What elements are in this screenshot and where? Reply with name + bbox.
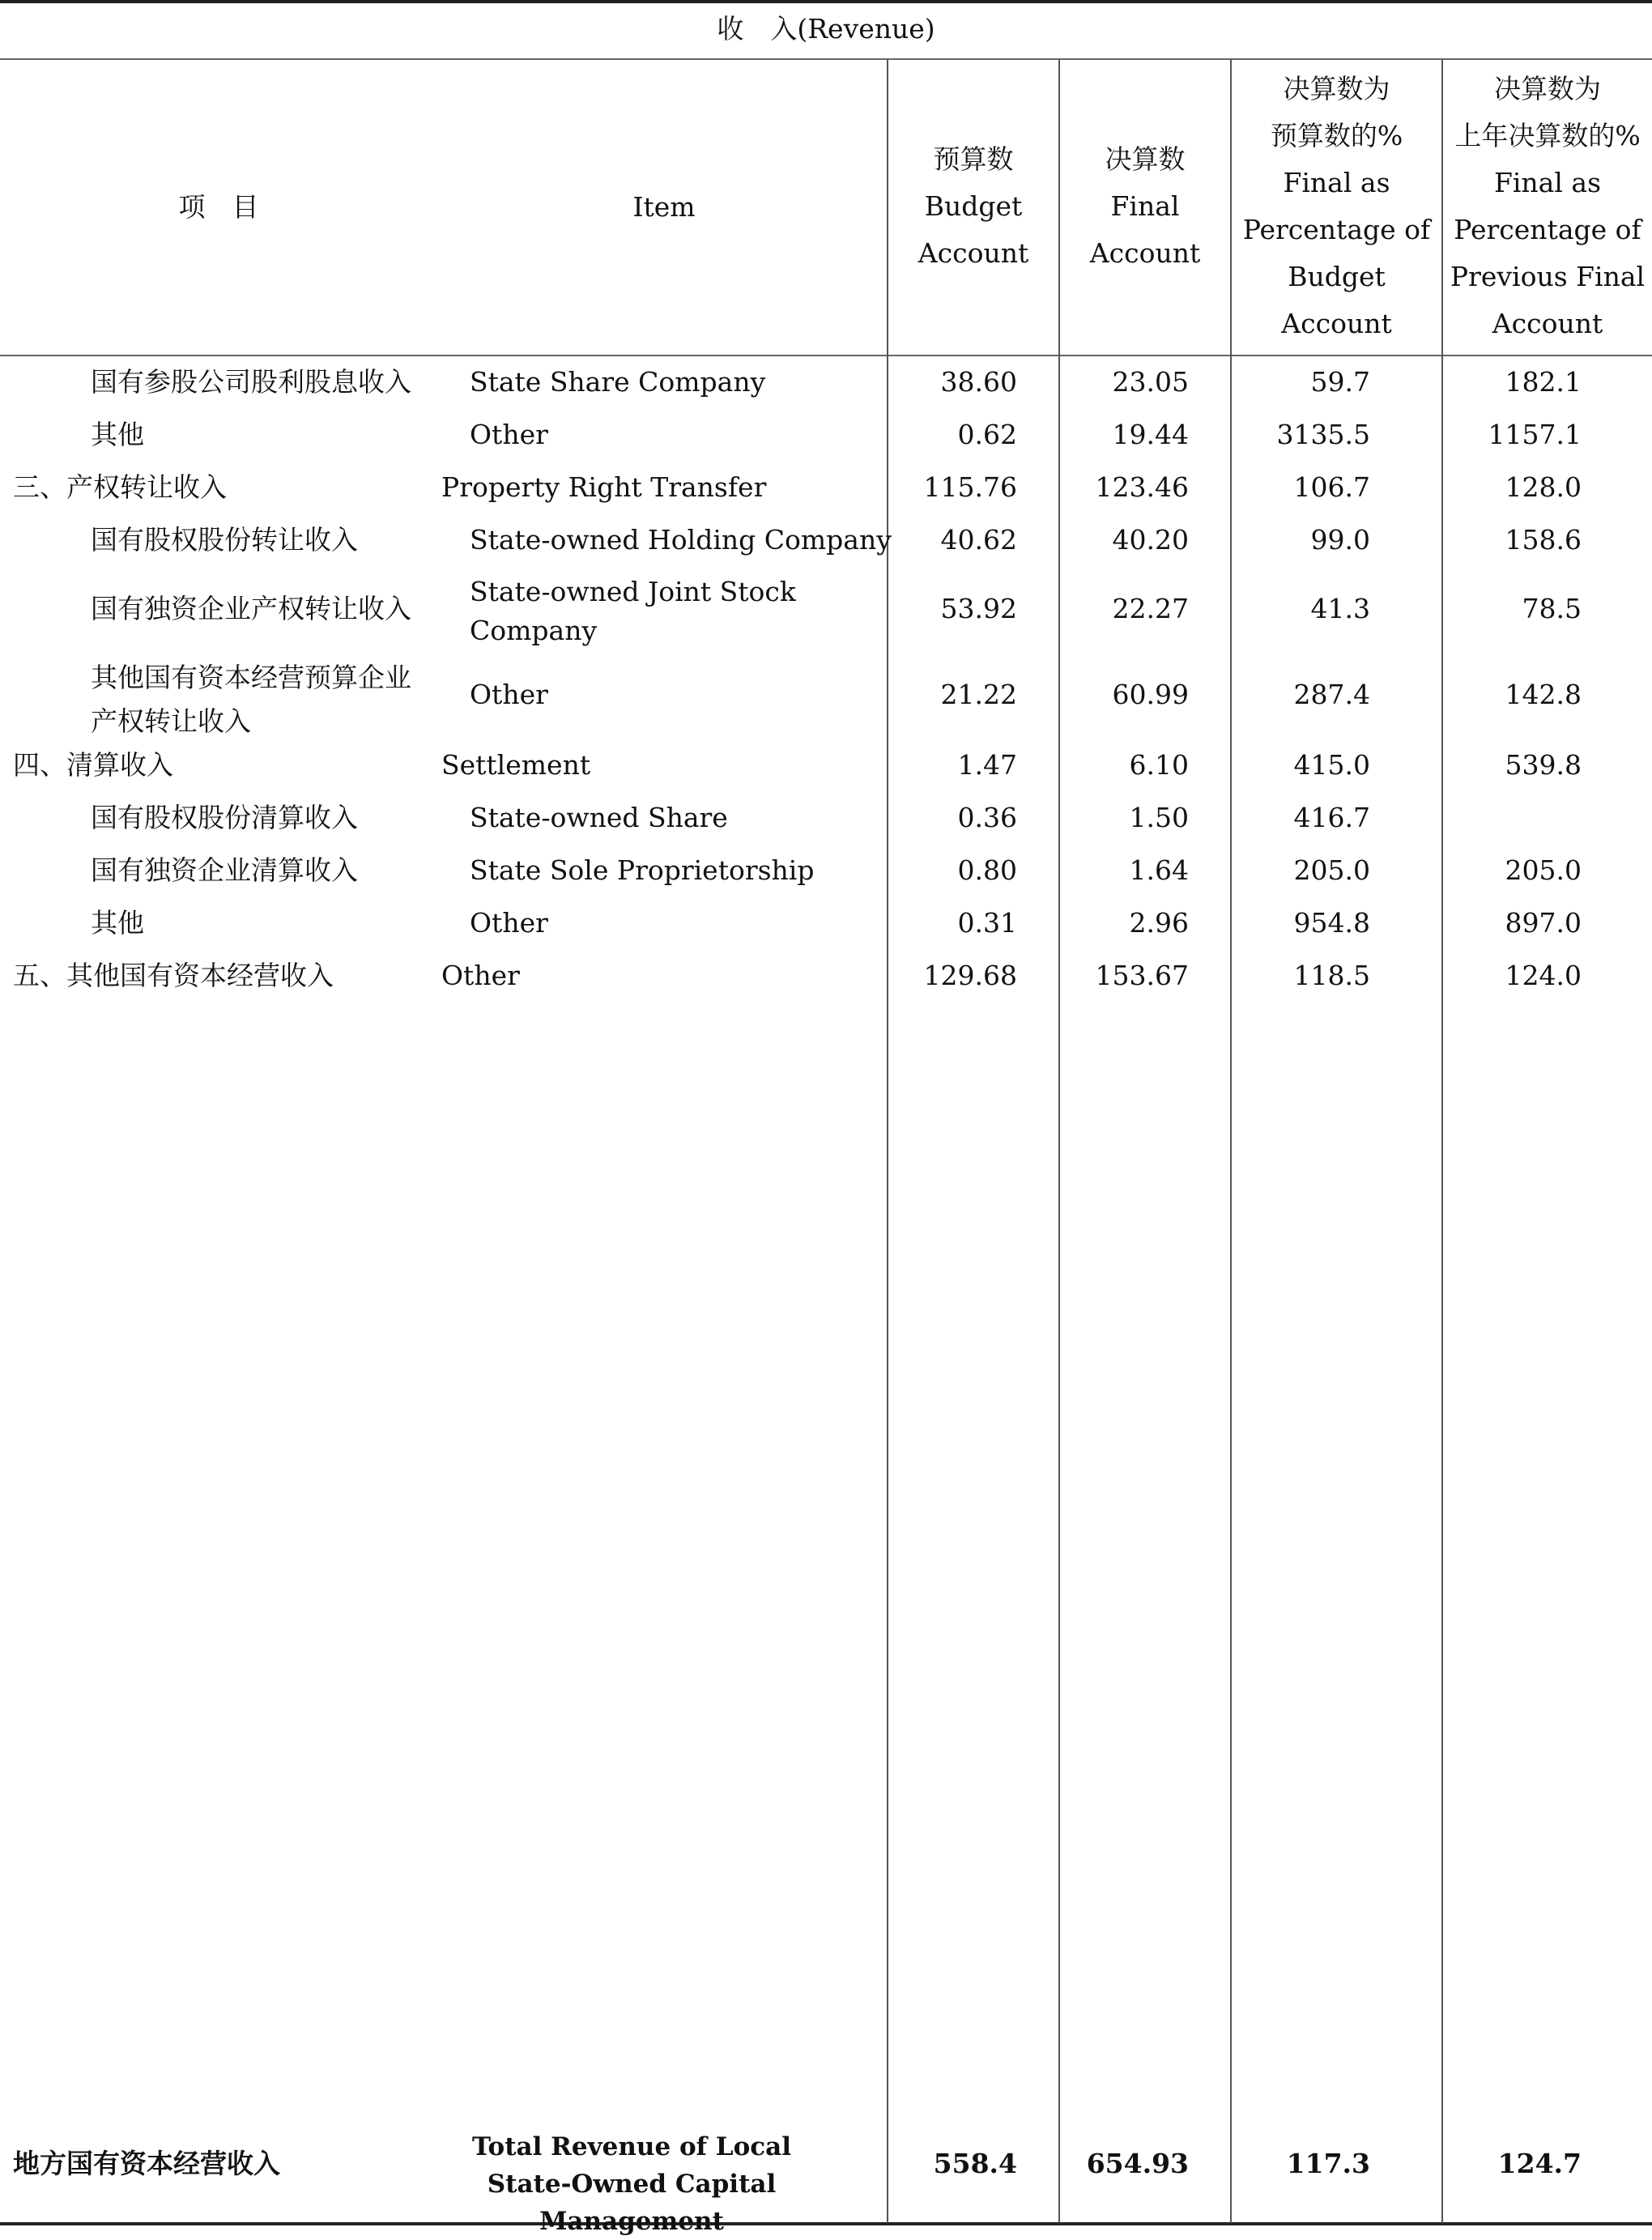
total-item-en: Total Revenue of Local State-Owned Capital Management (472, 2132, 791, 2236)
row-pct-prev: 182.1 (1505, 366, 1582, 398)
row-budget: 0.80 (957, 854, 1017, 886)
row-final: 19.44 (1112, 419, 1189, 450)
col-divider-pct-budget (1230, 59, 1232, 2223)
row-pct-budget: 106.7 (1293, 471, 1370, 503)
row-budget: 21.22 (940, 679, 1017, 710)
header-pct-prev-line: 决算数为 (1494, 73, 1601, 104)
row-item-cn: 其他 (91, 907, 144, 939)
header-pct-budget-line: Final as (1283, 167, 1390, 198)
row-final: 1.64 (1129, 854, 1189, 886)
row-item-en: Other (470, 419, 548, 450)
header-pct-budget-line: Budget Account (1281, 261, 1392, 339)
header-item-en: Item (632, 191, 696, 223)
row-budget: 53.92 (940, 593, 1017, 624)
header-pct-budget (1232, 73, 1441, 339)
row-budget: 40.62 (940, 524, 1017, 556)
header-budget-line: 预算数 (933, 143, 1014, 175)
row-item-en: Other (441, 960, 520, 991)
row-pct-budget: 416.7 (1293, 802, 1370, 833)
row-pct-budget: 205.0 (1293, 854, 1370, 886)
row-pct-prev: 1157.1 (1488, 419, 1582, 450)
row-budget: 115.76 (923, 471, 1017, 503)
row-item-cn: 国有独资企业清算收入 (91, 854, 358, 886)
row-budget: 38.60 (940, 366, 1017, 398)
row-pct-budget: 99.0 (1310, 524, 1370, 556)
total-item-cn: 地方国有资本经营收入 (13, 2148, 280, 2179)
row-item-en: Settlement (441, 749, 591, 781)
top-rule (0, 0, 1652, 3)
row-budget: 0.62 (957, 419, 1017, 450)
row-pct-budget: 59.7 (1310, 366, 1370, 398)
row-item-cn: 国有股权股份清算收入 (91, 802, 358, 833)
row-item-cn: 其他国有资本经营预算企业产权转让收入 (91, 662, 411, 737)
header-final (1060, 130, 1230, 283)
total-final: 654.93 (1086, 2148, 1189, 2179)
row-pct-budget: 118.5 (1293, 960, 1370, 991)
row-item-en: State-owned Joint Stock Company (470, 576, 796, 646)
row-pct-prev: 142.8 (1505, 679, 1582, 710)
header-budget-line: Account (918, 237, 1029, 269)
header-budget (888, 130, 1058, 283)
row-pct-budget: 3135.5 (1276, 419, 1370, 450)
row-item-cn: 其他 (91, 419, 144, 450)
header-final-line: Account (1089, 237, 1201, 269)
row-pct-prev: 78.5 (1522, 593, 1582, 624)
row-pct-prev: 539.8 (1505, 749, 1582, 781)
header-rule (0, 355, 1652, 356)
header-pct-prev-line: 上年决算数的% (1454, 120, 1641, 151)
row-final: 153.67 (1095, 960, 1189, 991)
row-final: 60.99 (1112, 679, 1189, 710)
total-pct-prev: 124.7 (1497, 2148, 1582, 2179)
row-pct-prev: 205.0 (1505, 854, 1582, 886)
row-item-cn: 国有参股公司股利股息收入 (91, 366, 411, 398)
row-final: 1.50 (1129, 802, 1189, 833)
row-pct-budget: 287.4 (1293, 679, 1370, 710)
row-final: 23.05 (1112, 366, 1189, 398)
row-budget: 0.31 (957, 907, 1017, 939)
total-pct-budget: 117.3 (1286, 2148, 1370, 2179)
header-pct-budget-line: Percentage of (1242, 214, 1431, 245)
row-budget: 1.47 (957, 749, 1017, 781)
row-pct-budget: 41.3 (1310, 593, 1370, 624)
header-final-line: Final (1110, 190, 1180, 222)
row-item-en: State-owned Share (470, 802, 728, 833)
row-final: 2.96 (1129, 907, 1189, 939)
row-final: 40.20 (1112, 524, 1189, 556)
col-divider-final (1058, 59, 1060, 2223)
table-title: 收 入(Revenue) (717, 13, 935, 45)
row-pct-prev: 158.6 (1505, 524, 1582, 556)
row-budget: 0.36 (957, 802, 1017, 833)
title-rule (0, 58, 1652, 60)
row-item-en: Other (470, 907, 548, 939)
col-divider-pct-prev (1441, 59, 1443, 2223)
row-pct-budget: 954.8 (1293, 907, 1370, 939)
row-item-cn: 三、产权转让收入 (13, 471, 227, 503)
row-budget: 129.68 (923, 960, 1017, 991)
row-final: 22.27 (1112, 593, 1189, 624)
row-pct-prev: 128.0 (1505, 471, 1582, 503)
header-final-line: 决算数 (1105, 143, 1186, 175)
header-pct-budget-line: 预算数的% (1270, 120, 1403, 151)
row-pct-prev: 897.0 (1505, 907, 1582, 939)
row-item-en: State-owned Holding Company (470, 524, 892, 556)
row-item-cn: 国有独资企业产权转让收入 (91, 593, 411, 624)
row-item-en: Other (470, 679, 548, 710)
row-final: 123.46 (1095, 471, 1189, 503)
header-pct-budget-line: 决算数为 (1283, 73, 1390, 104)
header-budget-line: Budget (924, 190, 1023, 222)
header-pct-prev-line: Final as (1493, 167, 1602, 198)
header-pct-prev-line: Percentage of (1454, 214, 1641, 245)
row-item-cn: 国有股权股份转让收入 (91, 524, 358, 556)
header-pct-prev-line: Previous Final (1450, 261, 1646, 292)
row-final: 6.10 (1129, 749, 1189, 781)
header-item-cn: 项 目 (178, 191, 259, 223)
header-pct-prev-line: Account (1492, 308, 1603, 339)
row-item-en: State Sole Proprietorship (470, 854, 815, 886)
row-pct-prev: 124.0 (1505, 960, 1582, 991)
row-item-en: State Share Company (470, 366, 766, 398)
row-pct-budget: 415.0 (1293, 749, 1370, 781)
col-divider-budget (887, 59, 888, 2223)
row-item-cn: 四、清算收入 (13, 749, 173, 781)
row-item-cn: 五、其他国有资本经营收入 (13, 960, 334, 991)
row-item-en: Property Right Transfer (441, 471, 767, 503)
header-pct-prev (1443, 65, 1652, 348)
total-budget: 558.4 (933, 2148, 1017, 2179)
